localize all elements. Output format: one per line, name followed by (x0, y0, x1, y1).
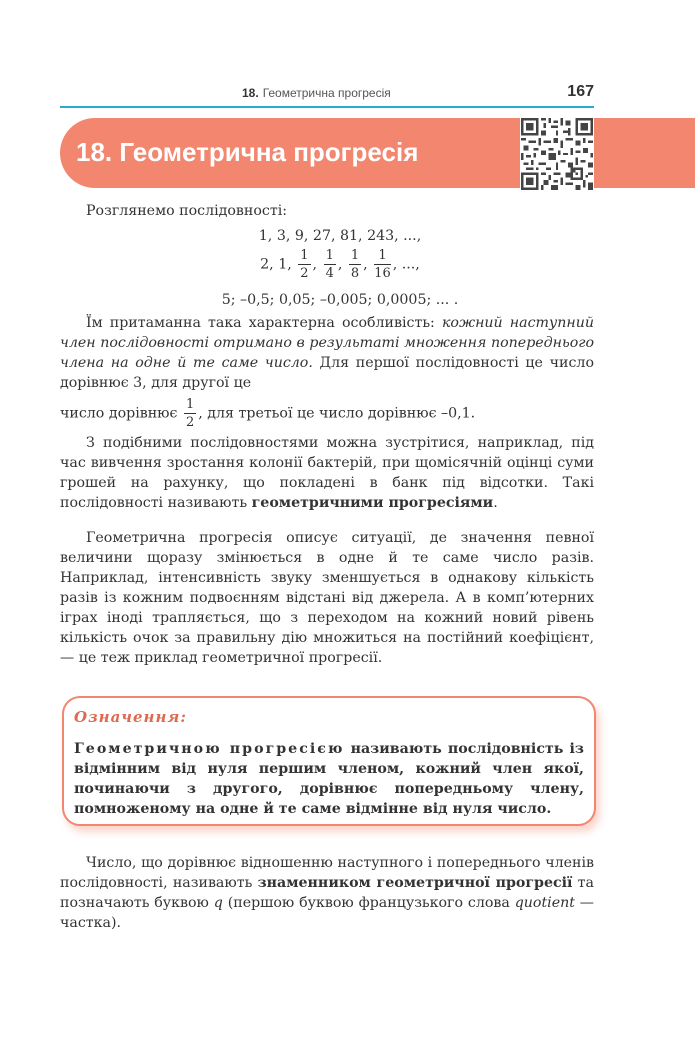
italic-phrase: кожний наступний член послідовності отримано в результаті множення попереднього члена на одне й те саме число. (60, 315, 594, 371)
word-quotient: quotient (514, 895, 575, 911)
sequence-3: 5; –0,5; 0,05; –0,005; 0,0005; ... . (221, 292, 459, 308)
definition-term: Геометричною прогресією (74, 741, 345, 757)
paragraph-4: Число, що дорівнює відношенню наступного і попереднього членів послідовності, називають знаменником геометричної прогресії та позначають буквою q (першою буквою французького слова quotient — частка). (60, 855, 594, 931)
paragraph-1-last-line: число дорівнює $\frac{1}{2}$ , для третьої це число дорівнює –0,1. (60, 397, 476, 430)
header-rule (60, 106, 594, 108)
term-common-ratio: знаменником геометричної прогресії (257, 875, 573, 891)
fraction: $\frac{1}{2}$ (186, 397, 195, 430)
running-head-title (242, 86, 391, 100)
symbol-q: q (213, 895, 223, 911)
fraction: $\frac{1}{2}$ (300, 248, 309, 281)
sequence-2: 2, 1, $\frac{1}{2}$ , $\frac{1}{4}$ , $\frac{1}{8}$ , $\frac{1}{16}$ , ..., (260, 248, 420, 281)
running-head-text: Геометрична прогресія (262, 86, 391, 100)
qr-code-icon (520, 118, 594, 190)
running-head (60, 84, 594, 106)
fraction: $\frac{1}{4}$ (325, 248, 334, 281)
section-title: 18. Геометрична прогресія (76, 137, 419, 167)
fraction: $\frac{1}{16}$ (374, 248, 391, 281)
term-geometric-progressions: геометричними прогресіями (251, 495, 494, 511)
running-head-number: 18. (242, 86, 259, 100)
paragraph-2: З подібними послідовностями можна зустрітися, наприклад, під час вивчення зростання колонії бактерій, при щомісячній оцінці суми грошей на рахунку, що покладені в банк під відсотки. Такі послідовності називають геометричними прогресіями. (60, 435, 594, 511)
sequence-2-end: ..., (401, 256, 420, 273)
definition-title: Означення: (74, 708, 187, 726)
intro-text: Розглянемо послідовності: (86, 203, 288, 219)
paragraph-1: Їм притаманна така характерна особливість: кожний наступний член послідовності отримано в результаті множення попереднього члена на одне й те саме число. Для першої послідовності це число дорівнює 3, для другої це (60, 315, 594, 391)
sequence-2-start: 2, 1, (260, 256, 292, 273)
page-number: 167 (567, 83, 594, 100)
fraction: $\frac{1}{8}$ (350, 248, 360, 281)
definition-text: Геометричною прогресією називають послідовність із відмінним від нуля першим членом, кожний член якої, починаючи з другого, дорівнює попередньому члену, помноженому на одне й те саме відмінне від нуля число. (74, 741, 584, 817)
paragraph-3: Геометрична прогресія описує ситуації, де значення певної величини щоразу змінюється в одне й те саме число разів. Наприклад, інтенсивність звуку зменшується в однакову кількість разів із кожним подвоєнням відстані від джерела. А в комп’ютерних іграх іноді трапляється, що з переходом на кожний новий рівень кількість очок за правильну дію множиться на постійний коефіцієнт, — це теж приклад геометричної прогресії. (60, 530, 594, 666)
sequence-1: 1, 3, 9, 27, 81, 243, ..., (258, 228, 422, 244)
